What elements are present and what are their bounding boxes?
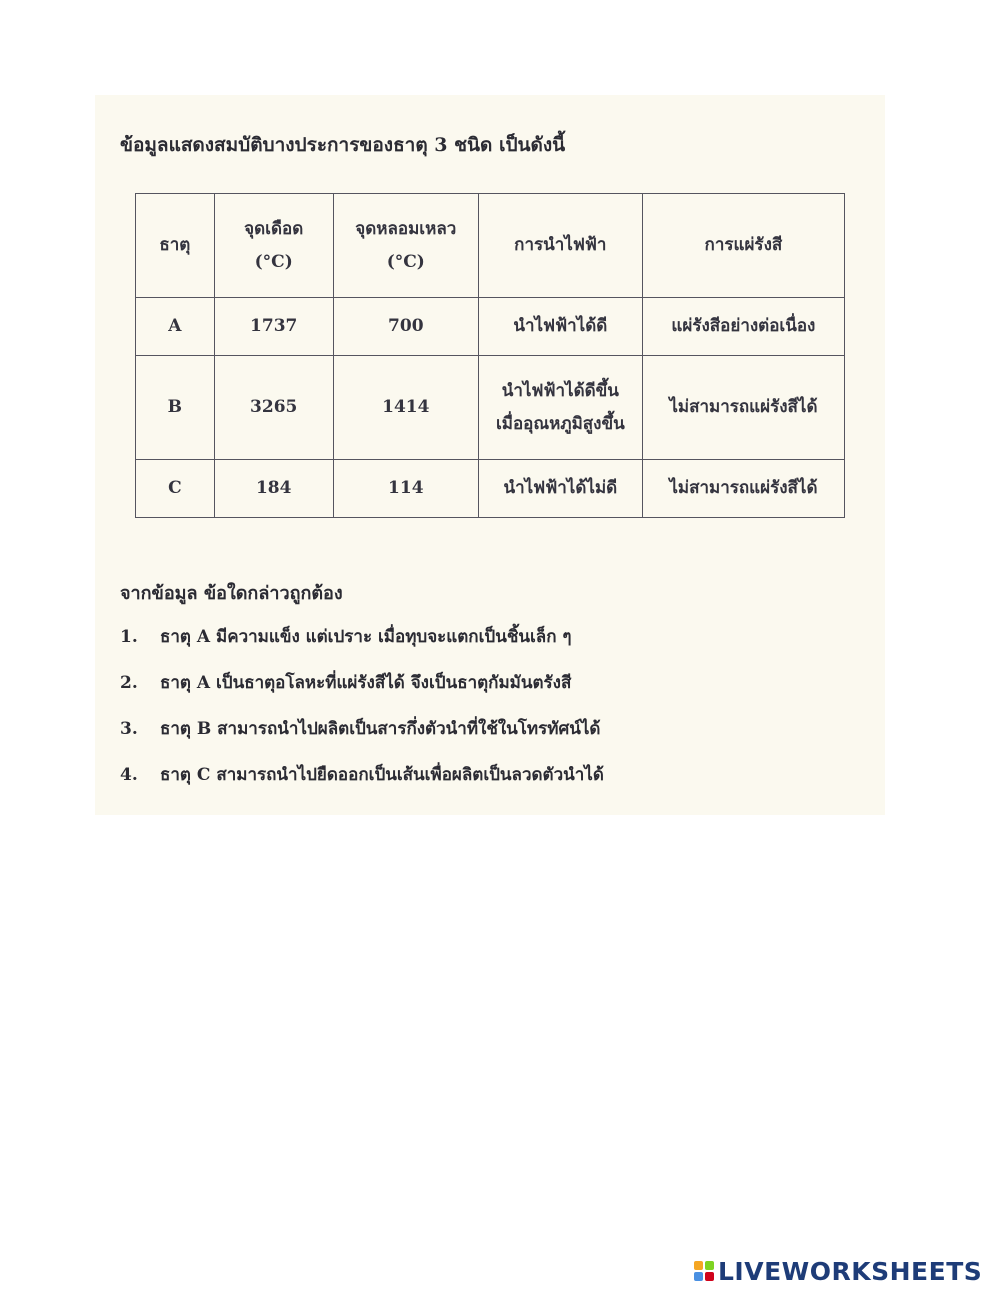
header-conductivity: การนำไฟฟ้า <box>478 194 642 298</box>
choice-text: ธาตุ B สามารถนำไปผลิตเป็นสารกึ่งตัวนำที่ใช้ในโทรทัศน์ได้ <box>160 719 601 739</box>
table-row <box>136 298 845 356</box>
cell-melting: 1414 <box>333 356 478 460</box>
table-row <box>136 356 845 460</box>
header-radiation: การแผ่รังสี <box>642 194 844 298</box>
logo-square <box>705 1272 714 1281</box>
logo-square <box>694 1272 703 1281</box>
choice-number: 4. <box>120 765 138 785</box>
cell-radiation: แผ่รังสีอย่างต่อเนื่อง <box>642 298 844 356</box>
logo-square <box>694 1261 703 1270</box>
cell-conductivity: นำไฟฟ้าได้ไม่ดี <box>478 460 642 518</box>
header-boiling-unit: (°C) <box>254 251 293 272</box>
cell-conductivity: นำไฟฟ้าได้ดี <box>478 298 642 356</box>
choice-number: 3. <box>120 719 138 739</box>
cell-boiling: 184 <box>214 460 333 518</box>
cell-metal: A <box>136 298 215 356</box>
cell-conductivity-line-2: เมื่ออุณหภูมิสูงขึ้น <box>495 413 625 434</box>
cell-melting: 700 <box>333 298 478 356</box>
logo-text: LIVEWORKSHEETS <box>718 1256 983 1286</box>
header-melting-point <box>333 194 478 298</box>
table-row <box>136 460 845 518</box>
cell-boiling: 1737 <box>214 298 333 356</box>
choice-number: 2. <box>120 673 138 693</box>
cell-radiation: ไม่สามารถแผ่รังสีได้ <box>642 460 844 518</box>
logo-square <box>705 1261 714 1270</box>
choice-item <box>120 760 604 806</box>
cell-conductivity <box>478 356 642 460</box>
header-melting-label: จุดหลอมเหลว <box>355 219 457 240</box>
choice-text: ธาตุ C สามารถนำไปยืดออกเป็นเส้นเพื่อผลิตเป็นลวดตัวนำได้ <box>160 765 604 785</box>
table-header-row <box>136 194 845 298</box>
choice-number: 1. <box>120 627 138 647</box>
metal-properties-table <box>135 193 845 518</box>
header-boiling-point <box>214 194 333 298</box>
choice-item <box>120 622 604 668</box>
header-melting-unit: (°C) <box>386 251 425 272</box>
question-text: จากข้อมูล ข้อใดกล่าวถูกต้อง <box>120 583 343 604</box>
cell-boiling: 3265 <box>214 356 333 460</box>
choice-item <box>120 714 604 760</box>
cell-metal: B <box>136 356 215 460</box>
cell-radiation: ไม่สามารถแผ่รังสีได้ <box>642 356 844 460</box>
liveworksheets-logo[interactable] <box>694 1256 982 1286</box>
header-metal: ธาตุ <box>136 194 215 298</box>
choice-item <box>120 668 604 714</box>
cell-conductivity-line-1: นำไฟฟ้าได้ดีขึ้น <box>501 381 619 402</box>
choice-text: ธาตุ A มีความแข็ง แต่เปราะ เมื่อทุบจะแตกเป็นชิ้นเล็ก ๆ <box>160 627 572 647</box>
cell-melting: 114 <box>333 460 478 518</box>
liveworksheets-logo-icon <box>694 1261 714 1281</box>
choice-text: ธาตุ A เป็นธาตุอโลหะที่แผ่รังสีได้ จึงเป็นธาตุกัมมันตรังสี <box>160 673 572 693</box>
header-boiling-label: จุดเดือด <box>244 219 304 240</box>
cell-metal: C <box>136 460 215 518</box>
answer-choices <box>120 622 604 806</box>
intro-text: ข้อมูลแสดงสมบัติบางประการของธาตุ 3 ชนิด เป็นดังนี้ <box>120 134 566 156</box>
